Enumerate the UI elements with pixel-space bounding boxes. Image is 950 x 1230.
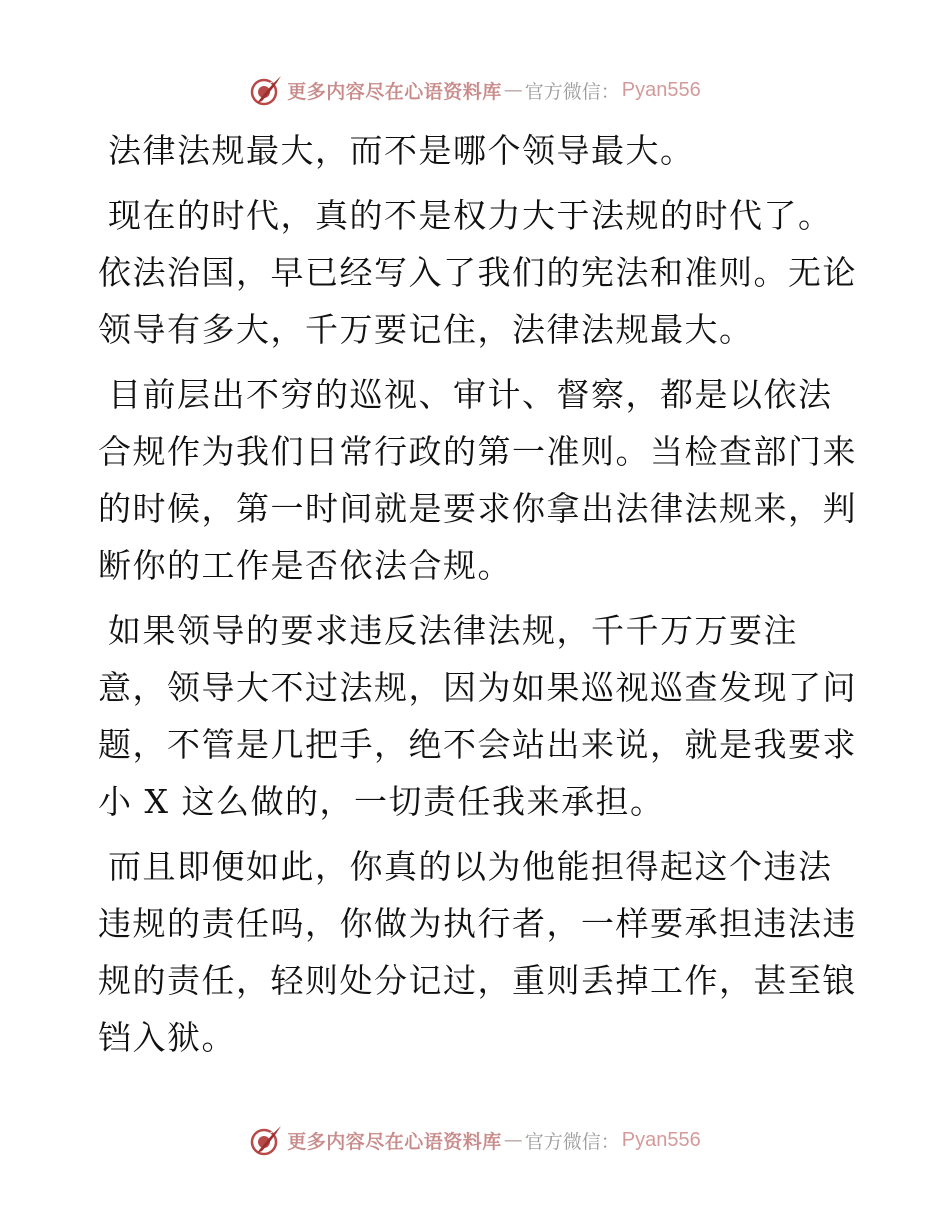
watermark-dash: — bbox=[503, 1129, 523, 1151]
text-line: 题，不管是几把手，绝不会站出来说，就是我要求 bbox=[98, 725, 857, 764]
paragraph bbox=[98, 838, 857, 1066]
quill-seal-icon bbox=[249, 1123, 283, 1157]
text-line: 的时候，第一时间就是要求你拿出法律法规来，判 bbox=[98, 489, 857, 528]
header-watermark bbox=[0, 70, 950, 110]
watermark-wechat-id: Pyan556 bbox=[621, 1128, 701, 1151]
text-line: 合规作为我们日常行政的第一准则。当检查部门来 bbox=[98, 432, 857, 471]
quill-seal-icon bbox=[249, 73, 283, 107]
text-line: 依法治国，早已经写入了我们的宪法和准则。无论 bbox=[98, 253, 857, 292]
paragraph bbox=[98, 602, 857, 830]
paragraph bbox=[98, 122, 850, 179]
document-body bbox=[98, 122, 857, 1074]
text-line: 铛入狱。 bbox=[98, 1018, 236, 1057]
watermark-site-name: 更多内容尽在心语资料库 bbox=[287, 1130, 502, 1153]
text-line: 法律法规最大，而不是哪个领导最大。 bbox=[108, 131, 695, 170]
watermark-wechat-label: 官方微信： bbox=[524, 1130, 620, 1153]
text-line: 小 X 这么做的，一切责任我来承担。 bbox=[98, 782, 665, 821]
text-line: 如果领导的要求违反法律法规，千千万万要注 bbox=[108, 611, 798, 650]
text-line: 而且即便如此，你真的以为他能担得起这个违法 bbox=[108, 847, 833, 886]
watermark-wechat-label: 官方微信： bbox=[524, 80, 620, 103]
paragraph bbox=[98, 366, 857, 594]
text-line: 现在的时代，真的不是权力大于法规的时代了。 bbox=[108, 196, 833, 235]
text-line: 目前层出不穷的巡视、审计、督察，都是以依法 bbox=[108, 375, 833, 414]
text-line: 规的责任，轻则处分记过，重则丢掉工作，甚至锒 bbox=[98, 961, 857, 1000]
paragraph bbox=[98, 187, 857, 358]
text-line: 意，领导大不过法规，因为如果巡视巡查发现了问 bbox=[98, 668, 857, 707]
text-line: 断你的工作是否依法合规。 bbox=[98, 546, 512, 585]
watermark-site-name: 更多内容尽在心语资料库 bbox=[287, 80, 502, 103]
footer-watermark bbox=[0, 1120, 950, 1160]
watermark-wechat-id: Pyan556 bbox=[621, 78, 701, 101]
text-line: 违规的责任吗，你做为执行者，一样要承担违法违 bbox=[98, 904, 857, 943]
watermark-dash: — bbox=[503, 79, 523, 101]
text-line: 领导有多大，千万要记住，法律法规最大。 bbox=[98, 310, 754, 349]
